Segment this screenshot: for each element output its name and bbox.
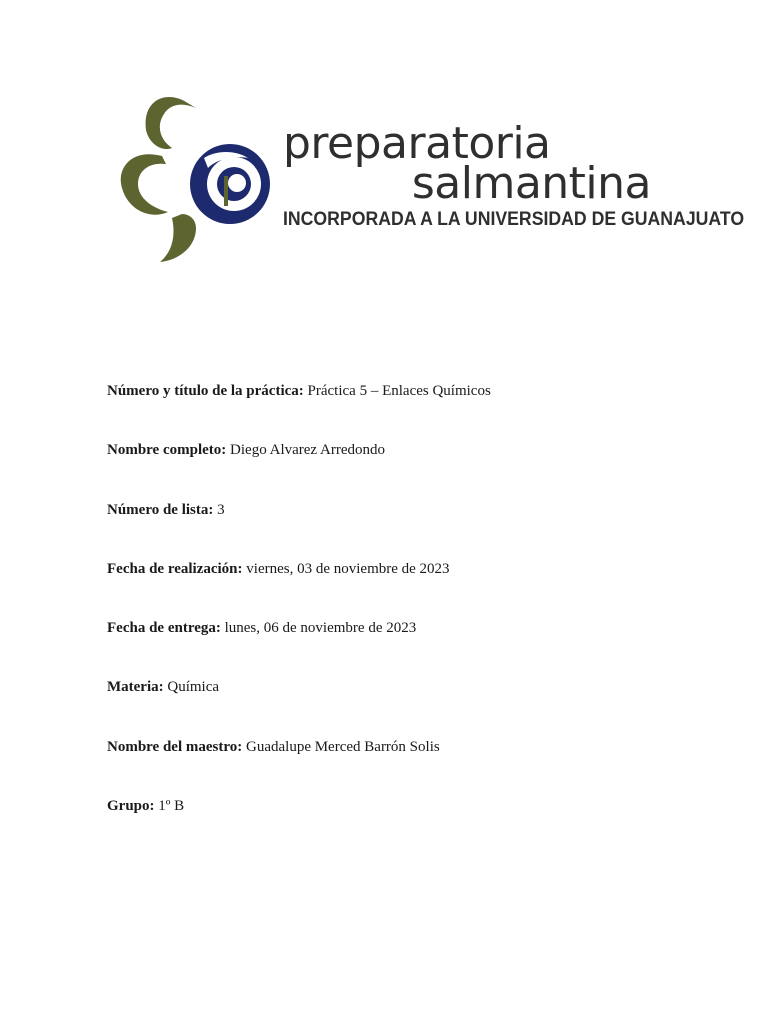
field-list-number (107, 501, 707, 519)
cover-fields (107, 382, 707, 856)
school-emblem-icon (112, 86, 282, 268)
field-group (107, 797, 707, 815)
field-label: Fecha de entrega: (107, 620, 221, 637)
field-label: Grupo: (107, 798, 155, 815)
field-practice-title (107, 382, 707, 400)
field-value: lunes, 06 de noviembre de 2023 (224, 620, 417, 637)
brand-name-line2: salmantina (411, 158, 651, 209)
field-full-name (107, 441, 707, 459)
field-label: Número y título de la práctica: (107, 383, 304, 399)
field-label: Nombre completo: (107, 442, 227, 459)
field-value: viernes, 03 de noviembre de 2023 (246, 560, 450, 577)
field-value: 1º B (158, 798, 185, 815)
brand-affiliation: INCORPORADA A LA UNIVERSIDAD DE GUANAJUATO (283, 209, 745, 230)
field-value: Diego Alvarez Arredondo (230, 442, 385, 459)
brand-name-line1: preparatoria (283, 118, 551, 169)
field-label: Fecha de realización: (107, 560, 243, 577)
school-wordmark (283, 118, 745, 250)
field-value: Guadalupe Merced Barrón Solis (246, 738, 440, 755)
school-logo (112, 86, 745, 268)
field-date-performed (107, 560, 707, 578)
field-value: Química (167, 679, 220, 696)
field-label: Número de lista: (107, 501, 214, 518)
field-due-date (107, 619, 707, 637)
field-label: Materia: (107, 679, 164, 696)
field-teacher (107, 738, 707, 756)
field-subject (107, 678, 707, 696)
field-label: Nombre del maestro: (107, 738, 243, 755)
field-value: 3 (217, 501, 225, 518)
field-value: Práctica 5 – Enlaces Químicos (307, 383, 491, 399)
